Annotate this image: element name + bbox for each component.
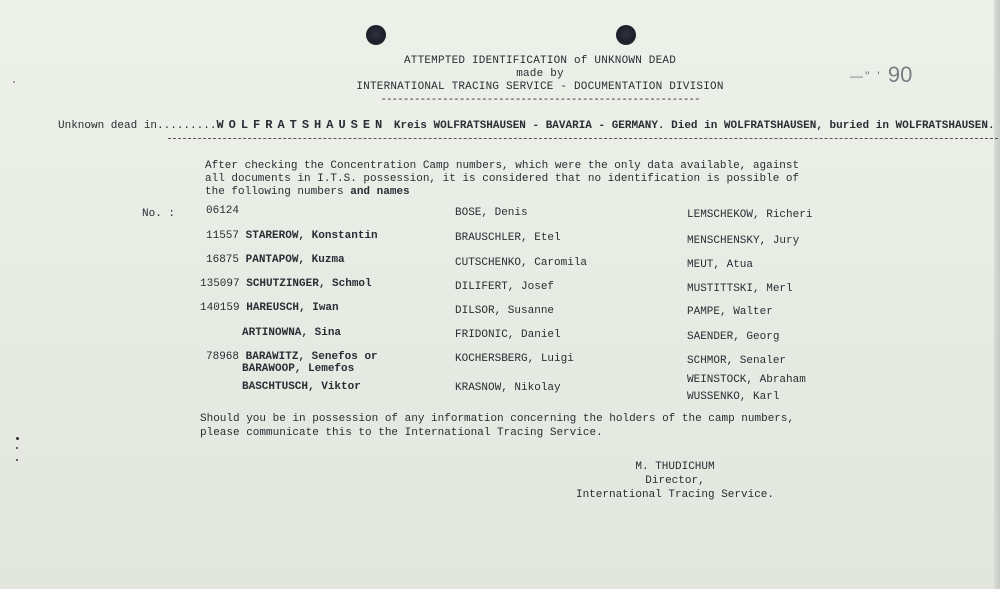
place-name: WOLFRATSHAUSEN — [216, 118, 388, 132]
list-item: BRAUSCHLER, Etel — [455, 232, 561, 244]
ink-spot — [16, 459, 18, 461]
unknown-dead-line — [58, 118, 995, 132]
list-item: KOCHERSBERG, Luigi — [455, 353, 574, 365]
list-item: MENSCHENSKY, Jury — [687, 235, 800, 247]
dotted-rule — [168, 138, 998, 139]
reference-number — [850, 62, 912, 88]
list-item: FRIDONIC, Daniel — [455, 329, 561, 341]
place-detail: Kreis WOLFRATSHAUSEN - BAVARIA - GERMANY. Died in WOLFRATSHAUSEN, buried in WOLFRATSHAUSEN. — [393, 120, 995, 132]
list-item: 06124 — [206, 205, 240, 217]
header-underline: --------------------------------------------------------- — [380, 94, 700, 106]
card-edge — [994, 0, 1000, 589]
signature-block — [570, 460, 780, 502]
closing-paragraph: Should you be in possession of any information concerning the holders of the camp numbers, please communicate this to the International Tracing Service. — [200, 413, 795, 439]
signatory-org: International Tracing Service. — [575, 489, 775, 501]
list-item: SCHMOR, Senaler — [687, 355, 787, 367]
signatory-title: Director, — [645, 475, 705, 487]
list-item: 78968 BARAWITZ, Senefos or — [206, 351, 378, 363]
list-item: WUSSENKO, Karl — [687, 391, 780, 403]
document-header — [330, 55, 750, 107]
list-item: LEMSCHEKOW, Richeri — [687, 209, 813, 221]
list-item: ARTINOWNA, Sina — [242, 327, 342, 339]
list-item: MEUT, Atua — [687, 259, 754, 271]
reference-value: 90 — [887, 62, 913, 87]
list-item: WEINSTOCK, Abraham — [687, 374, 806, 386]
intro-text: After checking the Concentration Camp numbers, which were the only data available, against all documents in I.T.S. possession, it is considered that no identification is possible of the following numbers — [205, 160, 800, 198]
intro-paragraph — [205, 160, 825, 199]
list-item: KRASNOW, Nikolay — [455, 382, 561, 394]
list-item: CUTSCHENKO, Caromila — [455, 257, 588, 269]
header-division: INTERNATIONAL TRACING SERVICE - DOCUMENTATION DIVISION — [356, 81, 724, 93]
header-subtitle: made by — [516, 68, 564, 80]
list-item: BARAWOOP, Lemefos — [242, 363, 355, 375]
header-title: ATTEMPTED IDENTIFICATION of UNKNOWN DEAD — [403, 55, 677, 67]
unknown-lead: Unknown dead in......... — [58, 120, 217, 132]
column-names-3 — [687, 205, 887, 410]
column-numbers-names — [200, 205, 410, 395]
list-item: MUSTITTSKI, Merl — [687, 283, 793, 295]
intro-suffix: and names — [350, 186, 410, 198]
ink-spot — [16, 437, 19, 440]
list-item: BOSE, Denis — [455, 207, 528, 219]
punch-hole-right-icon — [616, 25, 636, 45]
list-item: 140159 HAREUSCH, Iwan — [200, 302, 339, 314]
reference-mark: —" ' — [850, 68, 882, 84]
number-label: No. : — [142, 208, 176, 220]
signatory-name: M. THUDICHUM — [635, 461, 715, 473]
list-item: DILIFERT, Josef — [455, 281, 555, 293]
list-item: BASCHTUSCH, Viktor — [242, 381, 361, 393]
punch-hole-left-icon — [366, 25, 386, 45]
list-item: DILSOR, Susanne — [455, 305, 555, 317]
ink-spot — [13, 81, 15, 83]
list-item: 135097 SCHUTZINGER, Schmol — [200, 278, 372, 290]
list-item: SAENDER, Georg — [687, 331, 780, 343]
list-item: PAMPE, Walter — [687, 306, 773, 318]
column-names-2 — [455, 205, 655, 395]
list-item: 11557 STAREROW, Konstantin — [206, 230, 378, 242]
list-item: 16875 PANTAPOW, Kuzma — [206, 254, 345, 266]
ink-spot — [16, 447, 18, 449]
